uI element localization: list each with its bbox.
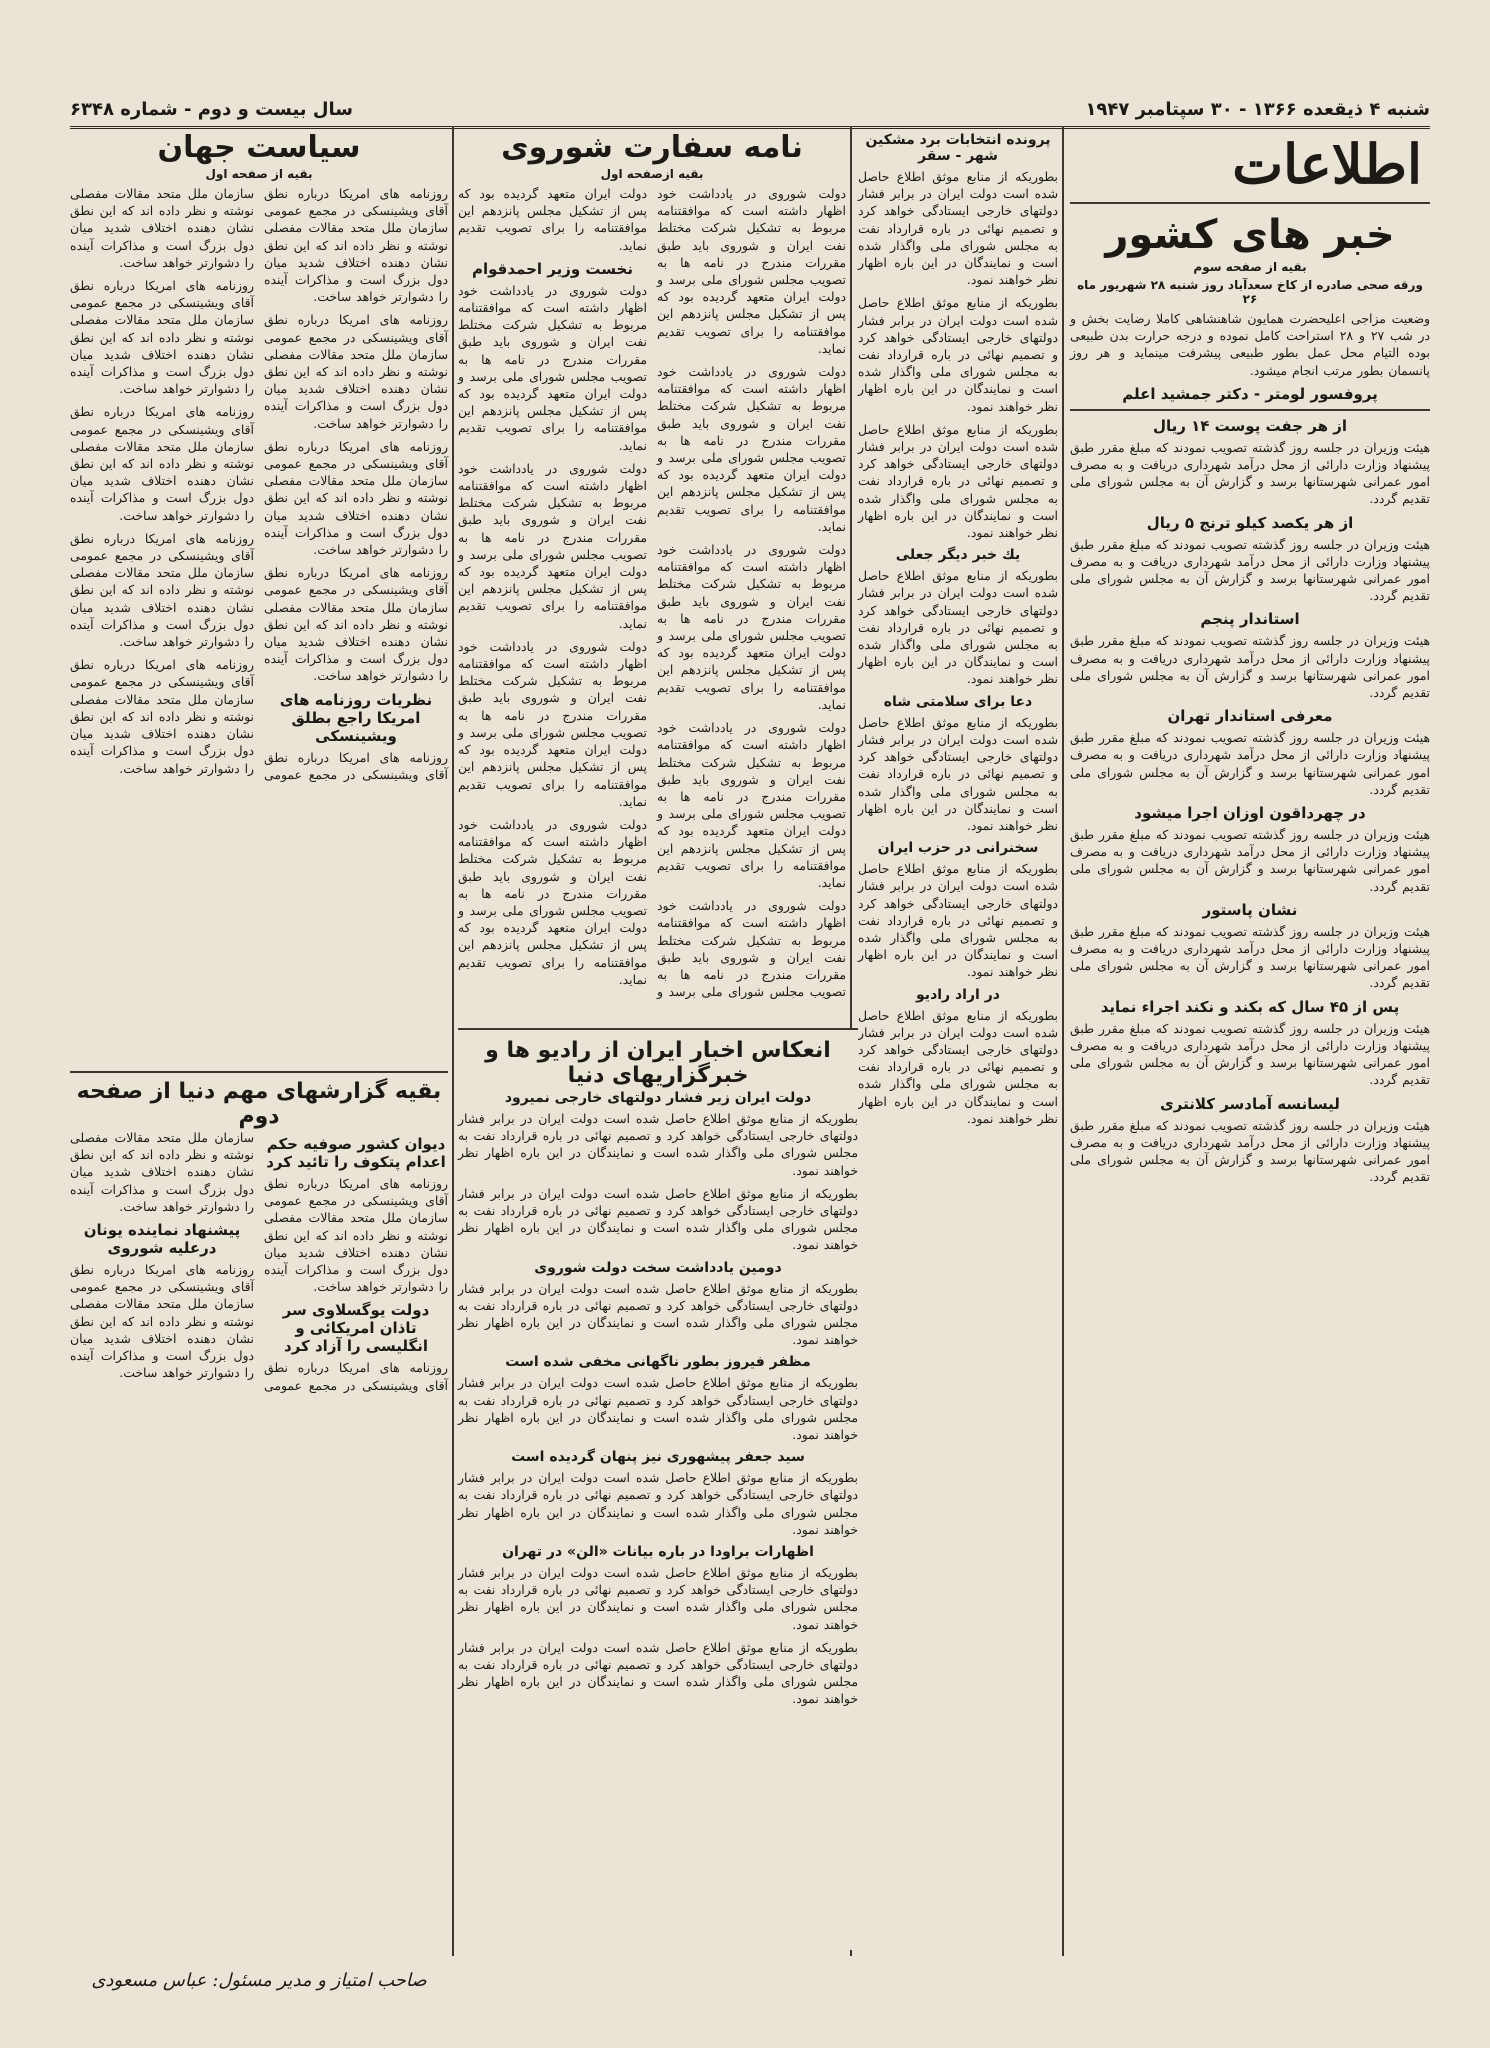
continuation-note: بقیه ازصفحه اول — [600, 167, 704, 181]
section-title: نامه سفارت شوروی — [501, 130, 803, 165]
column-world-politics — [70, 126, 448, 1956]
headline: دولت یوگسلاوی سر تاذان امریکائی و انگلیسی را آزاد کرد — [282, 1301, 430, 1356]
news-paragraph: بطوریکه از منابع موثق اطلاع حاصل شده است دولت ایران در برابر فشار دولتهای خارجی ایستادگی خواهد کرد و تصمیم نهائی در باره قرارداد نفت به مجلس شورای ملی واگذار شده است و نمایندگان در این باره اظهار نظر خواهند نمود. — [458, 1185, 858, 1253]
news-paragraph: روزنامه های امریکا درباره نطق آقای ویشینسکی در مجمع عمومی سازمان ملل متحد مقالات مفصلی نوشته و نظر داده اند که این نطق نشان دهنده اختلاف شدید میان دول بزرگ است و مذاکرات آینده را دشوارتر خواهد ساخت. — [264, 312, 448, 431]
headline: از هر جفت پوست ۱۴ ریال — [1152, 416, 1347, 435]
headline: دیوان کشور صوفیه حکم اعدام پتکوف را تائید کرد — [266, 1135, 446, 1171]
news-paragraph: بطوریکه از منابع موثق اطلاع حاصل شده است دولت ایران در برابر فشار دولتهای خارجی ایستادگی خواهد کرد و تصمیم نهائی در باره قرارداد نفت به مجلس شورای ملی واگذار شده است و نمایندگان در این باره اظهار نظر خواهند نمود. — [458, 1470, 858, 1537]
news-paragraph: بطوریکه از منابع موثق اطلاع حاصل شده است دولت ایران در برابر فشار دولتهای خارجی ایستادگی خواهد کرد و تصمیم نهائی در باره قرارداد نفت به مجلس شورای ملی واگذار شده است و نمایندگان در این باره اظهار نظر خواهند نمود. — [458, 1111, 858, 1178]
section-title: خبر های کشور — [1105, 212, 1395, 258]
news-paragraph: دولت شوروی در یادداشت خود اظهار داشته است که موافقتنامه مربوط به تشکیل شرکت مختلط نفت ایران و شوروی باید طبق مقررات مندرج در نامه ها به تصویب مجلس شورای ملی برسد و دولت ایران متعهد گردیده بود که پس از تشکیل مجلس پانزدهم این موافقتنامه را برای تصویب تقدیم نماید. — [458, 460, 647, 631]
news-paragraph: بطوریکه از منابع موثق اطلاع حاصل شده است دولت ایران در برابر فشار دولتهای خارجی ایستادگی خواهد کرد و تصمیم نهائی در باره قرارداد نفت به مجلس شورای ملی واگذار شده است و نمایندگان در این باره اظهار نظر خواهند نمود. — [458, 1375, 858, 1443]
news-paragraph: روزنامه های امریکا درباره نطق آقای ویشینسکی در مجمع عمومی سازمان ملل متحد مقالات مفصلی نوشته و نظر داده اند که این نطق نشان دهنده اختلاف شدید میان دول بزرگ است و مذاکرات آینده را دشوارتر خواهد ساخت. — [70, 1262, 254, 1381]
headline: معرفی استاندار تهران — [1167, 707, 1333, 726]
news-paragraph: روزنامه های امریکا درباره نطق آقای ویشینسکی در مجمع عمومی سازمان ملل متحد مقالات مفصلی نوشته و نظر داده اند که این نطق نشان دهنده اختلاف شدید میان دول بزرگ است و مذاکرات آینده را دشوارتر خواهد ساخت. — [70, 278, 254, 397]
radio-news-box — [458, 1028, 858, 1950]
news-paragraph: روزنامه های امریکا درباره نطق آقای ویشینسکی در مجمع عمومی سازمان ملل متحد مقالات مفصلی نوشته و نظر داده اند که این نطق نشان دهنده اختلاف شدید میان دول بزرگ است و مذاکرات آینده را دشوارتر خواهد ساخت. — [70, 404, 254, 523]
section-title: بقیه گزارشهای مهم دنیا از صفحه دوم — [76, 1079, 442, 1129]
lead-paragraph: وضعیت مزاجی اعلیحضرت همایون شاهنشاهی کاملا رضایت بخش و در شب ۲۷ و ۲۸ استراحت کامل نموده و درجه حرارت بدن طبیعی بوده التیام محل عمل بطور طبیعی پیشرفت مینماید و هر روز پانسمان بطور مرتب انجام میشود. — [1070, 311, 1430, 378]
headline: دعا برای سلامتی شاه — [883, 693, 1033, 710]
headline: در اراد رادیو — [916, 986, 1000, 1003]
headline: استاندار پنجم — [1200, 610, 1300, 629]
section-title: انعکاس اخبار ایران از رادیو ها و خبرگزاریهای دنیا — [485, 1038, 831, 1088]
news-paragraph: دولت شوروی در یادداشت خود اظهار داشته است که موافقتنامه مربوط به تشکیل شرکت مختلط نفت ایران و شوروی باید طبق مقررات مندرج در نامه ها به تصویب مجلس شورای ملی برسد و دولت ایران متعهد گردیده بود که پس از تشکیل مجلس پانزدهم این موافقتنامه را برای تصویب تقدیم نماید. — [458, 186, 846, 1000]
continuation-note: بقیه از صفحه اول — [205, 167, 313, 181]
news-paragraph: روزنامه های امریکا درباره نطق آقای ویشینسکی در مجمع عمومی سازمان ملل متحد مقالات مفصلی نوشته و نظر داده اند که این نطق نشان دهنده اختلاف شدید میان دول بزرگ است و مذاکرات آینده را دشوارتر خواهد ساخت. — [264, 186, 448, 305]
news-paragraph: روزنامه های امریکا درباره نطق آقای ویشینسکی در مجمع عمومی سازمان ملل متحد مقالات مفصلی نوشته و نظر داده اند که این نطق نشان دهنده اختلاف شدید میان دول بزرگ است و مذاکرات آینده را دشوارتر خواهد ساخت. — [264, 565, 448, 684]
news-paragraph: بطوریکه از منابع موثق اطلاع حاصل شده است دولت ایران در برابر فشار دولتهای خارجی ایستادگی خواهد کرد و تصمیم نهائی در باره قرارداد نفت به مجلس شورای ملی واگذار شده است و نمایندگان در این باره اظهار نظر خواهند نمود. — [858, 714, 1058, 833]
column-soviet-letter — [458, 126, 846, 1000]
news-paragraph: بطوریکه از منابع موثق اطلاع حاصل شده است دولت ایران در برابر فشار دولتهای خارجی ایستادگی خواهد کرد و تصمیم نهائی در باره قرارداد نفت به مجلس شورای ملی واگذار شده است و نمایندگان در این باره اظهار نظر خواهند نمود. — [858, 1007, 1058, 1126]
news-paragraph: هیئت وزیران در جلسه روز گذشته تصویب نمودند که مبلغ مقرر طبق پیشنهاد وزارت دارائی از محل درآمد شهرداری دریافت و به مصرف امور عمرانی شهرستانها برسد و گزارش آن به مجلس شورای ملی تقدیم گردد. — [1070, 1020, 1430, 1088]
column-rule — [452, 126, 454, 1956]
subheading: اظهارات براودا در باره بیانات «الن» در تهران — [502, 1544, 814, 1561]
news-paragraph: هیئت وزیران در جلسه روز گذشته تصویب نمودند که مبلغ مقرر طبق پیشنهاد وزارت دارائی از محل درآمد شهرداری دریافت و به مصرف امور عمرانی شهرستانها برسد و گزارش آن به مجلس شورای ملی تقدیم گردد. — [1070, 730, 1430, 797]
headline: نظریات روزنامه های امریکا راجع بطلق ویشینسکی — [279, 690, 433, 745]
headline: پس از ۴۵ سال که بکند و نکند اجراء نماید — [1100, 997, 1400, 1016]
news-paragraph: بطوریکه از منابع موثق اطلاع حاصل شده است دولت ایران در برابر فشار دولتهای خارجی ایستادگی خواهد کرد و تصمیم نهائی در باره قرارداد نفت به مجلس شورای ملی واگذار شده است و نمایندگان در این باره اظهار نظر خواهند نمود. — [458, 1565, 858, 1632]
headline: پیشنهاد نماینده یونان درعلیه شوروی — [83, 1221, 241, 1258]
issue-date: شنبه ۴ ذیقعده ۱۳۶۶ - ۳۰ سپتامبر ۱۹۴۷ — [1085, 98, 1430, 120]
news-paragraph: دولت شوروی در یادداشت خود اظهار داشته است که موافقتنامه مربوط به تشکیل شرکت مختلط نفت ایران و شوروی باید طبق مقررات مندرج در نامه ها به تصویب مجلس شورای ملی برسد و دولت ایران متعهد گردیده بود که پس از تشکیل مجلس پانزدهم این موافقتنامه را برای تصویب تقدیم نماید. — [657, 542, 846, 712]
news-paragraph: روزنامه های امریکا درباره نطق آقای ویشینسکی در مجمع عمومی سازمان ملل متحد مقالات مفصلی نوشته و نظر داده اند که این نطق نشان دهنده اختلاف شدید میان دول بزرگ است و مذاکرات آینده را دشوارتر خواهد ساخت. — [264, 438, 448, 558]
headline: از هر یکصد کیلو ترنج ۵ ریال — [1146, 513, 1354, 532]
news-paragraph: هیئت وزیران در جلسه روز گذشته تصویب نمودند که مبلغ مقرر طبق پیشنهاد وزارت دارائی از محل درآمد شهرداری دریافت و به مصرف امور عمرانی شهرستانها برسد و گزارش آن به مجلس شورای ملی تقدیم گردد. — [1070, 827, 1430, 894]
news-paragraph: روزنامه های امریکا درباره نطق آقای ویشینسکی در مجمع عمومی سازمان ملل متحد مقالات مفصلی نوشته و نظر داده اند که این نطق نشان دهنده اختلاف شدید میان دول بزرگ است و مذاکرات آینده را دشوارتر خواهد ساخت. — [70, 530, 254, 650]
news-paragraph: دولت شوروی در یادداشت خود اظهار داشته است که موافقتنامه مربوط به تشکیل شرکت مختلط نفت ایران و شوروی باید طبق مقررات مندرج در نامه ها به تصویب مجلس شورای ملی برسد و دولت ایران متعهد گردیده بود که پس از تشکیل مجلس پانزدهم این موافقتنامه را برای تصویب تقدیم نماید. — [657, 364, 846, 534]
news-paragraph: دولت شوروی در یادداشت خود اظهار داشته است که موافقتنامه مربوط به تشکیل شرکت مختلط نفت ایران و شوروی باید طبق مقررات مندرج در نامه ها به تصویب مجلس شورای ملی برسد و دولت ایران متعهد گردیده بود که پس از تشکیل مجلس پانزدهم این موافقتنامه را برای تصویب تقدیم نماید. — [657, 186, 846, 356]
news-paragraph: هیئت وزیران در جلسه روز گذشته تصویب نمودند که مبلغ مقرر طبق پیشنهاد وزارت دارائی از محل درآمد شهرداری دریافت و به مصرف امور عمرانی شهرستانها برسد و گزارش آن به مجلس شورای ملی تقدیم گردد. — [1070, 633, 1430, 701]
subheading: دومین یادداشت سخت دولت شوروی — [534, 1259, 782, 1276]
column-rule — [1062, 126, 1064, 1956]
subheading: مظفر فیروز بطور ناگهانی مخفی شده است — [505, 1354, 811, 1371]
news-paragraph: روزنامه های امریکا درباره نطق آقای ویشینسکی در مجمع عمومی سازمان ملل متحد مقالات مفصلی نوشته و نظر داده اند که این نطق نشان دهنده اختلاف شدید میان دول بزرگ است و مذاکرات آینده را دشوارتر خواهد ساخت. — [70, 1130, 448, 1393]
news-paragraph: بطوریکه از منابع موثق اطلاع حاصل شده است دولت ایران در برابر فشار دولتهای خارجی ایستادگی خواهد کرد و تصمیم نهائی در باره قرارداد نفت به مجلس شورای ملی واگذار شده است و نمایندگان در این باره اظهار نظر خواهند نمود. — [858, 568, 1058, 687]
news-paragraph: دولت شوروی در یادداشت خود اظهار داشته است که موافقتنامه مربوط به تشکیل شرکت مختلط نفت ایران و شوروی باید طبق مقررات مندرج در نامه ها به تصویب مجلس شورای ملی برسد و دولت ایران متعهد گردیده بود که پس از تشکیل مجلس پانزدهم این موافقتنامه را برای تصویب تقدیم نماید. — [657, 720, 846, 890]
news-paragraph: بطوریکه از منابع موثق اطلاع حاصل شده است دولت ایران در برابر فشار دولتهای خارجی ایستادگی خواهد کرد و تصمیم نهائی در باره قرارداد نفت به مجلس شورای ملی واگذار شده است و نمایندگان در این باره اظهار نظر خواهند نمود. — [458, 1280, 858, 1348]
lead-signature: پروفسور لومتر - دکتر جمشید اعلم — [1122, 384, 1378, 403]
news-paragraph: دولت شوروی در یادداشت خود اظهار داشته است که موافقتنامه مربوط به تشکیل شرکت مختلط نفت ایران و شوروی باید طبق مقررات مندرج در نامه ها به تصویب مجلس شورای ملی برسد و دولت ایران متعهد گردیده بود که پس از تشکیل مجلس پانزدهم این موافقتنامه را برای تصویب تقدیم نماید. — [458, 638, 647, 809]
subheading: دولت ایران زیر فشار دولتهای خارجی نمیرود — [504, 1090, 812, 1106]
news-paragraph: بطوریکه از منابع موثق اطلاع حاصل شده است دولت ایران در برابر فشار دولتهای خارجی ایستادگی خواهد کرد و تصمیم نهائی در باره قرارداد نفت به مجلس شورای ملی واگذار شده است و نمایندگان در این باره اظهار نظر خواهند نمود. — [858, 861, 1058, 980]
section-title: سیاست جهان — [157, 130, 361, 165]
column-domestic-news — [1070, 126, 1430, 1956]
newspaper-logo: اطلاعات — [1232, 132, 1422, 196]
column-elections — [858, 126, 1058, 1956]
headline: نخست وزیر احمدقوام — [472, 259, 633, 278]
headline: لیسانسه آمادسر کلانتری — [1160, 1094, 1340, 1113]
news-paragraph: هیئت وزیران در جلسه روز گذشته تصویب نمودند که مبلغ مقرر طبق پیشنهاد وزارت دارائی از محل درآمد شهرداری دریافت و به مصرف امور عمرانی شهرستانها برسد و گزارش آن به مجلس شورای ملی تقدیم گردد. — [1070, 923, 1430, 991]
headline: نشان پاستور — [1202, 900, 1298, 919]
lead-subheading: ورقه صحی صادره از کاخ سعدآباد روز شنبه ۲۸ شهریور ماه ۲۶ — [1077, 278, 1423, 306]
news-paragraph: هیئت وزیران در جلسه روز گذشته تصویب نمودند که مبلغ مقرر طبق پیشنهاد وزارت دارائی از محل درآمد شهرداری دریافت و به مصرف امور عمرانی شهرستانها برسد و گزارش آن به مجلس شورای ملی تقدیم گردد. — [1070, 439, 1430, 507]
news-paragraph: بطوریکه از منابع موثق اطلاع حاصل شده است دولت ایران در برابر فشار دولتهای خارجی ایستادگی خواهد کرد و تصمیم نهائی در باره قرارداد نفت به مجلس شورای ملی واگذار شده است و نمایندگان در این باره اظهار نظر خواهند نمود. — [858, 295, 1058, 414]
headline: در چهرداقون اوزان اجرا میشود — [1134, 804, 1366, 823]
news-paragraph: هیئت وزیران در جلسه روز گذشته تصویب نمودند که مبلغ مقرر طبق پیشنهاد وزارت دارائی از محل درآمد شهرداری دریافت و به مصرف امور عمرانی شهرستانها برسد و گزارش آن به مجلس شورای ملی تقدیم گردد. — [1070, 536, 1430, 604]
news-paragraph: بطوریکه از منابع موثق اطلاع حاصل شده است دولت ایران در برابر فشار دولتهای خارجی ایستادگی خواهد کرد و تصمیم نهائی در باره قرارداد نفت به مجلس شورای ملی واگذار شده است و نمایندگان در این باره اظهار نظر خواهند نمود. — [458, 1639, 858, 1707]
headline: سخنرانی در حزب ایران — [877, 840, 1039, 857]
news-paragraph: دولت شوروی در یادداشت خود اظهار داشته است که موافقتنامه مربوط به تشکیل شرکت مختلط نفت ایران و شوروی باید طبق مقررات مندرج در نامه ها به تصویب مجلس شورای ملی برسد و دولت ایران متعهد گردیده بود که پس از تشکیل مجلس پانزدهم این موافقتنامه را برای تصویب تقدیم نماید. — [458, 282, 647, 453]
continuation-note: بقیه از صفحه سوم — [1193, 260, 1307, 274]
news-paragraph: روزنامه های امریکا درباره نطق آقای ویشینسکی در مجمع عمومی سازمان ملل متحد مقالات مفصلی نوشته و نظر داده اند که این نطق نشان دهنده اختلاف شدید میان دول بزرگ است و مذاکرات آینده را دشوارتر خواهد ساخت. — [264, 1176, 448, 1295]
news-paragraph: بطوریکه از منابع موثق اطلاع حاصل شده است دولت ایران در برابر فشار دولتهای خارجی ایستادگی خواهد کرد و تصمیم نهائی در باره قرارداد نفت به مجلس شورای ملی واگذار شده است و نمایندگان در این باره اظهار نظر خواهند نمود. — [858, 421, 1058, 541]
news-paragraph: بطوریکه از منابع موثق اطلاع حاصل شده است دولت ایران در برابر فشار دولتهای خارجی ایستادگی خواهد کرد و تصمیم نهائی در باره قرارداد نفت به مجلس شورای ملی واگذار شده است و نمایندگان در این باره اظهار نظر خواهند نمود. — [858, 169, 1058, 288]
news-paragraph: هیئت وزیران در جلسه روز گذشته تصویب نمودند که مبلغ مقرر طبق پیشنهاد وزارت دارائی از محل درآمد شهرداری دریافت و به مصرف امور عمرانی شهرستانها برسد و گزارش آن به مجلس شورای ملی تقدیم گردد. — [1070, 1117, 1430, 1185]
editor-signature: صاحب امتیاز و مدیر مسئول: عباس مسعودی — [91, 1970, 427, 1991]
news-paragraph: روزنامه های امریکا درباره نطق آقای ویشینسکی در مجمع عمومی سازمان ملل متحد مقالات مفصلی نوشته و نظر داده اند که این نطق نشان دهنده اختلاف شدید میان دول بزرگ است و مذاکرات آینده را دشوارتر خواهد ساخت. — [70, 186, 448, 782]
issue-number: سال بیست و دوم - شماره ۶۳۴۸ — [70, 98, 353, 120]
masthead — [70, 96, 1430, 129]
news-paragraph: دولت شوروی در یادداشت خود اظهار داشته است که موافقتنامه مربوط به تشکیل شرکت مختلط نفت ایران و شوروی باید طبق مقررات مندرج در نامه ها به تصویب مجلس شورای ملی برسد و دولت ایران متعهد گردیده بود که پس از تشکیل مجلس پانزدهم این موافقتنامه را برای تصویب تقدیم نماید. — [458, 816, 647, 987]
headline: پرونده انتخابات برد مشکین شهر - سقر — [865, 132, 1051, 164]
news-paragraph: روزنامه های امریکا درباره نطق آقای ویشینسکی در مجمع عمومی سازمان ملل متحد مقالات مفصلی نوشته و نظر داده اند که این نطق نشان دهنده اختلاف شدید میان دول بزرگ است و مذاکرات آینده را دشوارتر خواهد ساخت. — [70, 657, 254, 776]
subheading: سید جعفر پیشهوری نیز پنهان گردیده است — [511, 1449, 805, 1466]
headline: یك خبر دیگر جعلی — [895, 547, 1021, 564]
